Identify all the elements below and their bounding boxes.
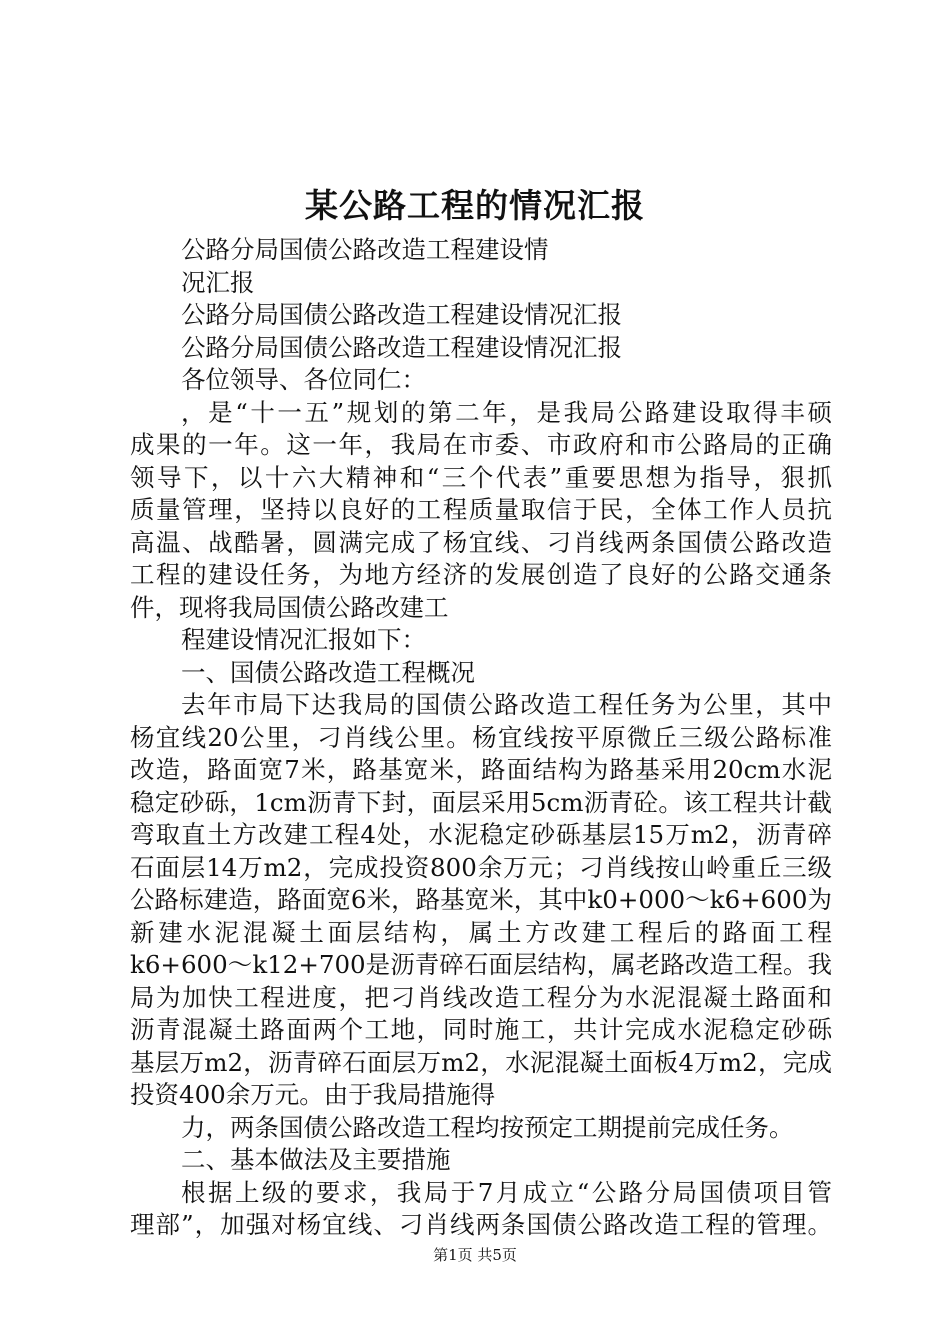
document-title: 某公路工程的情况汇报 — [305, 186, 645, 225]
text-line: 杨宜线20公里，刁肖线公里。杨宜线按平原微丘三级公路标准 — [130, 722, 832, 752]
text-line: 公路分局国债公路改造工程建设情况汇报 — [181, 300, 622, 329]
text-line: 去年市局下达我局的国债公路改造工程任务为公里，其中 — [181, 690, 832, 719]
page-number: 第1页 共5页 — [433, 1246, 517, 1264]
document-body — [130, 234, 832, 1242]
text-line: 理部”，加强对杨宜线、刁肖线两条国债公路改造工程的管理。 — [130, 1210, 832, 1239]
text-line: 高温、战酷暑，圆满完成了杨宜线、刁肖线两条国债公路改造 — [130, 527, 832, 557]
text-line: 投资400余万元。由于我局措施得 — [130, 1080, 496, 1109]
section-heading: 二、基本做法及主要措施 — [181, 1145, 451, 1174]
text-line: 成果的一年。这一年，我局在市委、市政府和市公路局的正确 — [130, 430, 832, 459]
text-line: 各位领导、各位同仁： — [181, 365, 426, 394]
text-line: 公路分局国债公路改造工程建设情 — [181, 235, 549, 264]
text-line: 质量管理，坚持以良好的工程质量取信于民，全体工作人员抗 — [130, 495, 832, 524]
text-line: 局为加快工程进度，把刁肖线改造工程分为水泥混凝土路面和 — [130, 982, 832, 1012]
section-heading: 一、国债公路改造工程概况 — [181, 657, 475, 687]
text-line: 基层万m2，沥青碎石面层万m2，水泥混凝土面板4万m2，完成 — [130, 1047, 832, 1077]
text-line: 领导下，以十六大精神和“三个代表”重要思想为指导，狠抓 — [130, 462, 832, 492]
text-line: k6+600～k12+700是沥青碎石面层结构，属老路改造工程。我 — [130, 950, 832, 979]
text-line: 弯取直土方改建工程4处，水泥稳定砂砾基层15万m2，沥青碎 — [130, 820, 832, 849]
text-line: 况汇报 — [181, 267, 255, 297]
text-line: 根据上级的要求，我局于7月成立“公路分局国债项目管 — [181, 1177, 832, 1207]
text-line: 力，两条国债公路改造工程均按预定工期提前完成任务。 — [181, 1112, 794, 1142]
text-line: 工程的建设任务，为地方经济的发展创造了良好的公路交通条 — [130, 560, 832, 589]
text-line: 改造，路面宽7米，路基宽米，路面结构为路基采用20cm水泥 — [130, 755, 832, 784]
text-line: 公路标建造，路面宽6米，路基宽米，其中k0+000～k6+600为 — [130, 885, 832, 914]
text-line: 石面层14万m2，完成投资800余万元；刁肖线按山岭重丘三级 — [130, 852, 832, 882]
text-line: 程建设情况汇报如下： — [181, 625, 426, 654]
text-line: 件，现将我局国债公路改建工 — [130, 592, 449, 622]
text-line: 新建水泥混凝土面层结构，属土方改建工程后的路面工程 — [130, 917, 832, 947]
text-line: 沥青混凝土路面两个工地，同时施工，共计完成水泥稳定砂砾 — [130, 1015, 832, 1044]
text-line: 稳定砂砾，1cm沥青下封，面层采用5cm沥青砼。该工程共计截 — [130, 787, 832, 817]
text-line: 公路分局国债公路改造工程建设情况汇报 — [181, 332, 622, 362]
text-line: ，是“十一五”规划的第二年，是我局公路建设取得丰硕 — [181, 397, 832, 427]
